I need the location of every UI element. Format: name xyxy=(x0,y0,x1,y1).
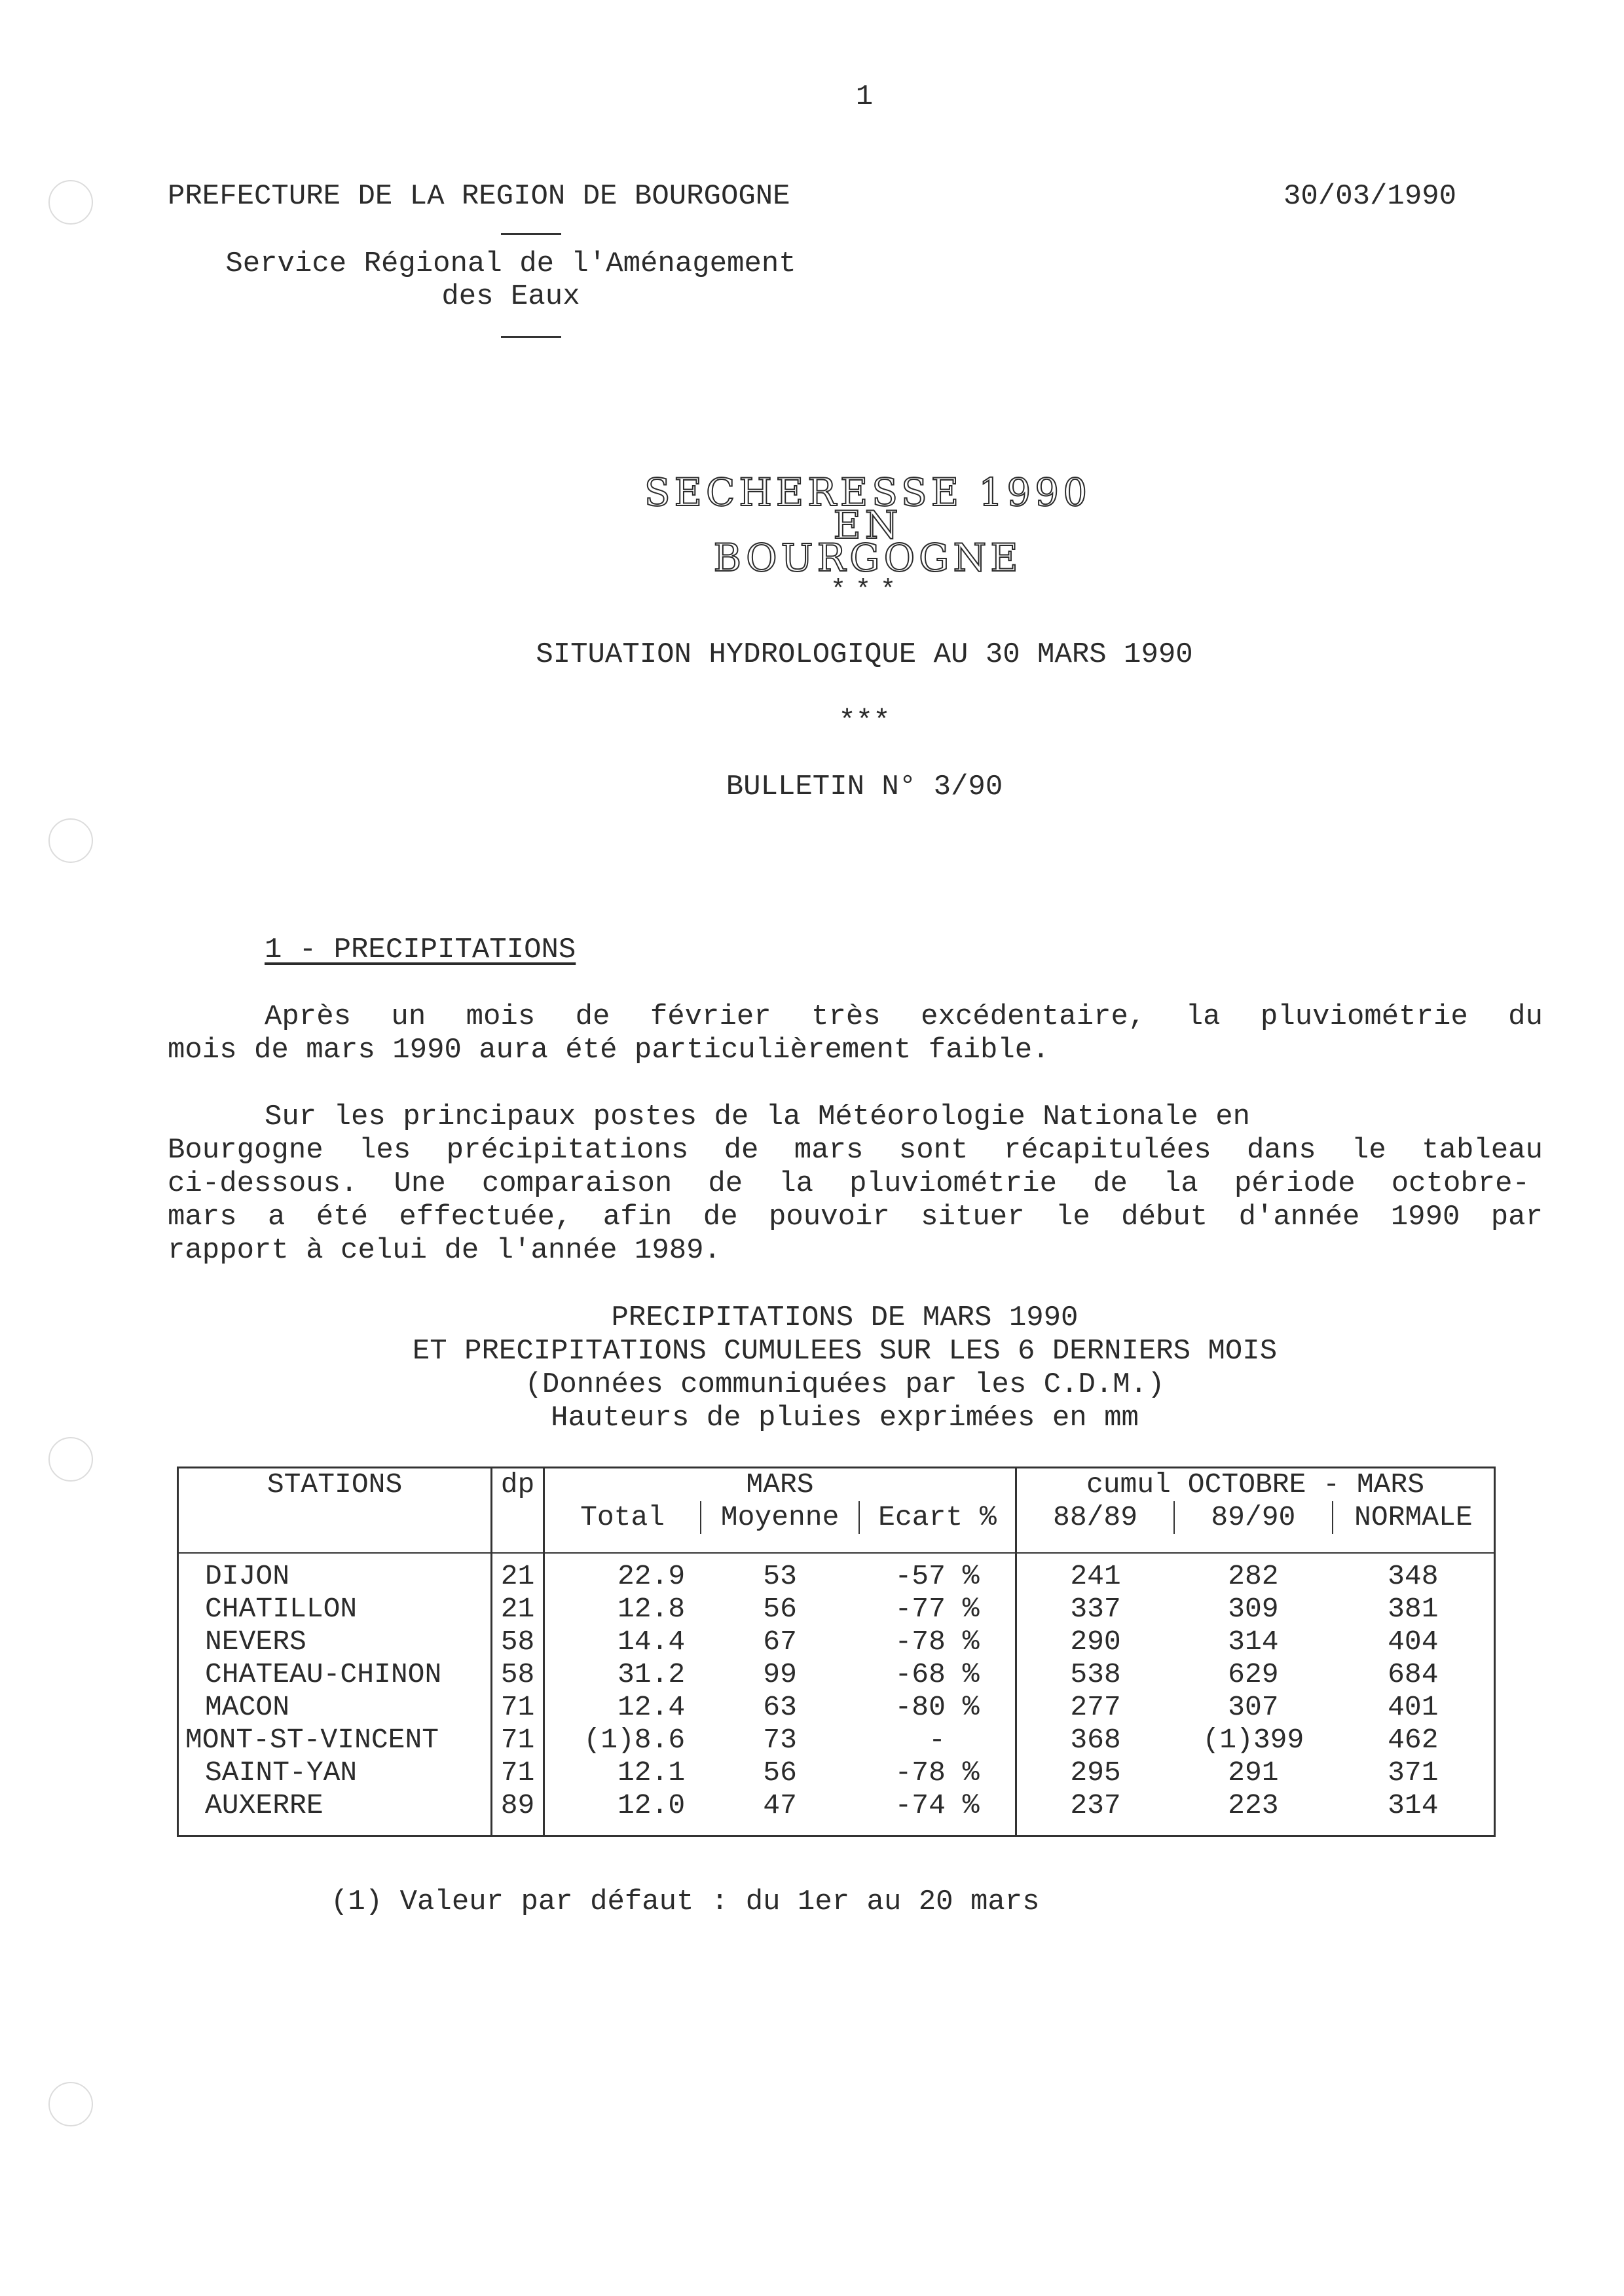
divider xyxy=(501,233,561,235)
cell-station: MACON xyxy=(205,1691,290,1723)
title-stars: *** xyxy=(830,576,905,606)
punch-hole xyxy=(48,2082,93,2126)
page-number: 1 xyxy=(855,81,874,113)
cell-dp: 71 xyxy=(492,1757,544,1789)
cell-c8889: 277 xyxy=(1016,1691,1175,1724)
table-subheader-row xyxy=(178,1501,1495,1534)
cell-c8990: 291 xyxy=(1228,1757,1279,1789)
cell-c8889: 295 xyxy=(1016,1757,1175,1789)
header-mars: MARS xyxy=(544,1468,1016,1502)
subtitle: SITUATION HYDROLOGIQUE AU 30 MARS 1990 xyxy=(536,638,1193,671)
cell-station: CHATILLON xyxy=(205,1593,358,1625)
cell-station: NEVERS xyxy=(205,1626,306,1658)
document-date: 30/03/1990 xyxy=(1283,180,1457,213)
title-line3: BOURGOGNE xyxy=(713,536,1022,580)
cell-normale: 401 xyxy=(1388,1691,1439,1723)
header-ecart: Ecart % xyxy=(859,1501,1016,1534)
cell-normale: 404 xyxy=(1388,1626,1439,1658)
table-spacer xyxy=(178,1822,1495,1836)
paragraph-line: mois de mars 1990 aura été particulièrement faible. xyxy=(168,1034,1050,1066)
table-row xyxy=(178,1724,1495,1757)
cell-station: CHATEAU-CHINON xyxy=(205,1658,442,1690)
header-total: Total xyxy=(544,1501,701,1534)
cell-total: 14.4 xyxy=(544,1626,701,1658)
cell-ecart: -77 % xyxy=(895,1593,980,1625)
table-row xyxy=(178,1560,1495,1593)
cell-station: SAINT-YAN xyxy=(205,1757,358,1789)
table-row xyxy=(178,1658,1495,1691)
bulletin-number: BULLETIN N° 3/90 xyxy=(726,771,1003,803)
paragraph-line: Bourgogne les précipitations de mars sont récapitulées dans le tableau xyxy=(168,1134,1543,1167)
cell-normale: 314 xyxy=(1388,1789,1439,1821)
table-caption-line1: PRECIPITATIONS DE MARS 1990 xyxy=(611,1302,1079,1334)
cell-c8889: 337 xyxy=(1016,1593,1175,1626)
header-dp: dp xyxy=(492,1468,544,1502)
table-footnote: (1) Valeur par défaut : du 1er au 20 mars xyxy=(331,1886,1040,1918)
table-separator xyxy=(178,1534,1495,1553)
cell-normale: 462 xyxy=(1388,1724,1439,1756)
cell-c8990: 307 xyxy=(1228,1691,1279,1723)
cell-c8990: 314 xyxy=(1228,1626,1279,1658)
cell-total: 12.1 xyxy=(544,1757,701,1789)
cell-c8889: 241 xyxy=(1016,1560,1175,1593)
cell-ecart: -78 % xyxy=(895,1757,980,1789)
cell-normale: 684 xyxy=(1388,1658,1439,1690)
cell-total: (1)8.6 xyxy=(544,1724,701,1757)
cell-ecart: -74 % xyxy=(895,1789,980,1821)
cell-dp: 89 xyxy=(492,1789,544,1822)
table-row xyxy=(178,1789,1495,1822)
cell-moyenne: 53 xyxy=(763,1560,797,1592)
cell-ecart: -57 % xyxy=(895,1560,980,1592)
cell-dp: 71 xyxy=(492,1724,544,1757)
table-row xyxy=(178,1691,1495,1724)
cell-c8990: 629 xyxy=(1228,1658,1279,1690)
cell-total: 12.4 xyxy=(544,1691,701,1724)
cell-moyenne: 47 xyxy=(763,1789,797,1821)
cell-moyenne: 67 xyxy=(763,1626,797,1658)
cell-normale: 348 xyxy=(1388,1560,1439,1592)
cell-dp: 21 xyxy=(492,1560,544,1593)
cell-c8889: 538 xyxy=(1016,1658,1175,1691)
cell-dp: 58 xyxy=(492,1658,544,1691)
header-moyenne: Moyenne xyxy=(701,1501,859,1534)
table-spacer xyxy=(178,1553,1495,1560)
punch-hole xyxy=(48,818,93,863)
paragraph-1 xyxy=(168,1000,1543,1067)
header-stations: STATIONS xyxy=(267,1468,403,1501)
cell-normale: 371 xyxy=(1388,1757,1439,1789)
title-line2: EN xyxy=(833,503,902,547)
cell-ecart: -80 % xyxy=(895,1691,980,1723)
title-line1: SECHERESSE 1990 xyxy=(644,470,1092,515)
cell-moyenne: 56 xyxy=(763,1757,797,1789)
service-name-line2: des Eaux xyxy=(441,280,580,313)
cell-moyenne: 73 xyxy=(763,1724,797,1756)
cell-ecart: -78 % xyxy=(895,1626,980,1658)
cell-moyenne: 99 xyxy=(763,1658,797,1690)
paragraph-line: Après un mois de février très excédentaire, la pluviométrie du xyxy=(265,1000,1543,1033)
punch-hole xyxy=(48,180,93,225)
cell-station: MONT-ST-VINCENT xyxy=(185,1724,439,1756)
precipitation-table xyxy=(177,1467,1496,1837)
cell-dp: 58 xyxy=(492,1626,544,1658)
header-88-89: 88/89 xyxy=(1016,1501,1175,1534)
paragraph-line: rapport à celui de l'année 1989. xyxy=(168,1234,721,1267)
divider xyxy=(501,336,561,338)
paragraph-line: mars a été effectuée, afin de pouvoir situer le début d'année 1990 par xyxy=(168,1201,1543,1233)
cell-c8889: 290 xyxy=(1016,1626,1175,1658)
table-row xyxy=(178,1593,1495,1626)
cell-station: DIJON xyxy=(205,1560,290,1592)
cell-c8990: 309 xyxy=(1228,1593,1279,1625)
cell-total: 22.9 xyxy=(544,1560,701,1593)
separator-stars: *** xyxy=(838,705,891,738)
cell-c8889: 368 xyxy=(1016,1724,1175,1757)
punch-hole xyxy=(48,1437,93,1482)
cell-dp: 71 xyxy=(492,1691,544,1724)
cell-ecart: - xyxy=(929,1724,946,1756)
paragraph-line: Sur les principaux postes de la Météorologie Nationale en xyxy=(265,1101,1251,1133)
prefecture-header: PREFECTURE DE LA REGION DE BOURGOGNE xyxy=(168,180,790,213)
cell-c8990: 282 xyxy=(1228,1560,1279,1592)
paragraph-line: ci-dessous. Une comparaison de la pluviométrie de la période octobre- xyxy=(168,1167,1530,1200)
table-caption-line2: ET PRECIPITATIONS CUMULEES SUR LES 6 DERNIERS MOIS xyxy=(412,1335,1278,1368)
table-row xyxy=(178,1626,1495,1658)
header-89-90: 89/90 xyxy=(1174,1501,1333,1534)
table-caption-line3: (Données communiquées par les C.D.M.) xyxy=(525,1368,1165,1401)
cell-moyenne: 56 xyxy=(763,1593,797,1625)
table-header-row xyxy=(178,1468,1495,1502)
header-normale: NORMALE xyxy=(1333,1501,1495,1534)
cell-c8990: 223 xyxy=(1228,1789,1279,1821)
table-row xyxy=(178,1757,1495,1789)
cell-dp: 21 xyxy=(492,1593,544,1626)
cell-total: 31.2 xyxy=(544,1658,701,1691)
service-name-line1: Service Régional de l'Aménagement xyxy=(225,247,796,280)
cell-total: 12.8 xyxy=(544,1593,701,1626)
header-cumul: cumul OCTOBRE - MARS xyxy=(1016,1468,1495,1502)
cell-normale: 381 xyxy=(1388,1593,1439,1625)
cell-total: 12.0 xyxy=(544,1789,701,1822)
section-heading: 1 - PRECIPITATIONS xyxy=(265,934,576,966)
cell-station: AUXERRE xyxy=(205,1789,323,1821)
cell-moyenne: 63 xyxy=(763,1691,797,1723)
paragraph-2 xyxy=(168,1101,1543,1267)
cell-ecart: -68 % xyxy=(895,1658,980,1690)
table-caption-line4: Hauteurs de pluies exprimées en mm xyxy=(551,1402,1139,1434)
cell-c8990: (1)399 xyxy=(1202,1724,1304,1756)
cell-c8889: 237 xyxy=(1016,1789,1175,1822)
